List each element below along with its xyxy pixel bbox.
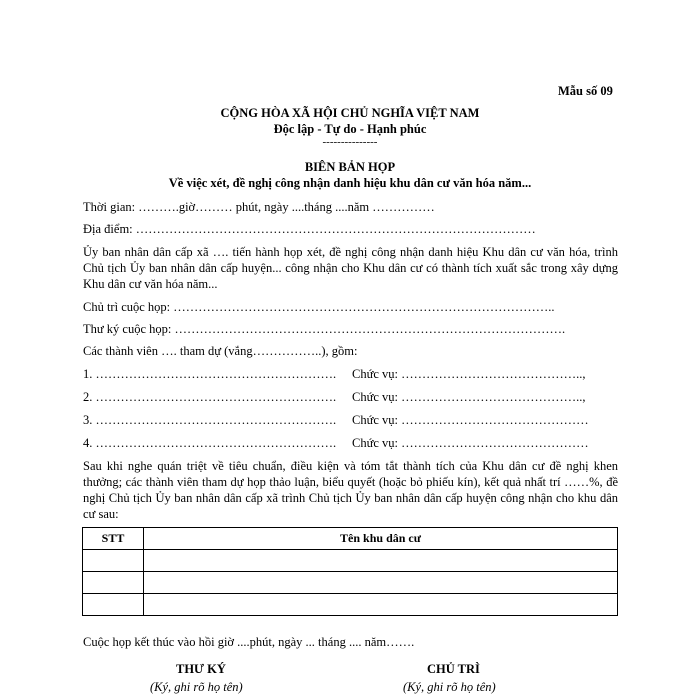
document-title: BIÊN BẢN HỌP: [304, 160, 396, 174]
form-number: Mẫu số 09: [558, 84, 613, 98]
motto: Độc lập - Tự do - Hạnh phúc: [273, 122, 427, 136]
table-cell-stt: [83, 550, 144, 572]
member-position: Chức vụ: ………………………………………: [352, 436, 589, 450]
header-divider: ---------------: [322, 136, 378, 148]
chair-signature-title: CHỦ TRÌ: [427, 662, 480, 676]
member-line: 3. ………………………………………………….: [83, 413, 337, 427]
table-cell-area-name: [144, 550, 618, 572]
table-cell-area-name: [144, 594, 618, 616]
meeting-location-field: Địa điểm: ……………………………………………………………………………………: [83, 222, 536, 236]
members-field: Các thành viên …. tham dự (vắng……………..), gồm:: [83, 344, 358, 358]
secretary-signature-note: (Ký, ghi rõ họ tên): [150, 680, 243, 694]
member-position: Chức vụ: ……………………………………..,: [352, 367, 586, 381]
member-line: 4. ………………………………………………….: [83, 436, 337, 450]
chair-field: Chủ trì cuộc họp: ………………………………………………………………………………..: [83, 300, 555, 314]
table-row: [83, 550, 618, 572]
table-cell-area-name: [144, 572, 618, 594]
column-header-area-name: Tên khu dân cư: [144, 528, 618, 550]
table-header-row: [83, 528, 618, 550]
table-row: [83, 594, 618, 616]
meeting-time-field: Thời gian: ……….giờ……… phút, ngày ....tháng ....năm ……………: [83, 200, 435, 214]
residential-area-table: [82, 527, 618, 616]
member-line: 1. ………………………………………………….: [83, 367, 337, 381]
column-header-stt: STT: [83, 528, 144, 550]
intro-paragraph: Ủy ban nhân dân cấp xã …. tiến hành họp xét, đề nghị công nhận danh hiệu Khu dân cư văn hóa, trình Chủ tịch Ủy ban nhân dân cấp huyện... công nhận cho Khu dân cư có thành tích xuất sắc trong xây dựng Khu dân cư văn hóa năm...: [83, 245, 618, 291]
country-name: CỘNG HÒA XÃ HỘI CHỦ NGHĨA VIỆT NAM: [220, 106, 480, 120]
member-line: 2. ………………………………………………….: [83, 390, 337, 404]
member-position: Chức vụ: ……………………………………..,: [352, 390, 586, 404]
member-position: Chức vụ: ………………………………………: [352, 413, 589, 427]
conclusion-paragraph: Sau khi nghe quán triệt về tiêu chuẩn, điều kiện và tóm tắt thành tích của Khu dân cư đề nghị khen thưởng; các thành viên tham dự họp thảo luận, biểu quyết (hoặc bỏ phiếu kín), kết quả nhất trí ……%, đề nghị Chủ tịch Ủy ban nhân dân cấp xã trình Chủ tịch Ủy ban nhân dân cấp huyện công nhận cho khu dân cư sau:: [83, 459, 618, 521]
document-subtitle: Về việc xét, đề nghị công nhận danh hiệu khu dân cư văn hóa năm...: [168, 176, 532, 190]
closing-line: Cuộc họp kết thúc vào hồi giờ ....phút, ngày ... tháng .... năm…….: [83, 635, 415, 649]
table-row: [83, 572, 618, 594]
secretary-signature-title: THƯ KÝ: [176, 662, 226, 676]
table-cell-stt: [83, 594, 144, 616]
chair-signature-note: (Ký, ghi rõ họ tên): [403, 680, 496, 694]
table-cell-stt: [83, 572, 144, 594]
secretary-field: Thư ký cuộc họp: ………………………………………………………………………………….: [83, 322, 566, 336]
